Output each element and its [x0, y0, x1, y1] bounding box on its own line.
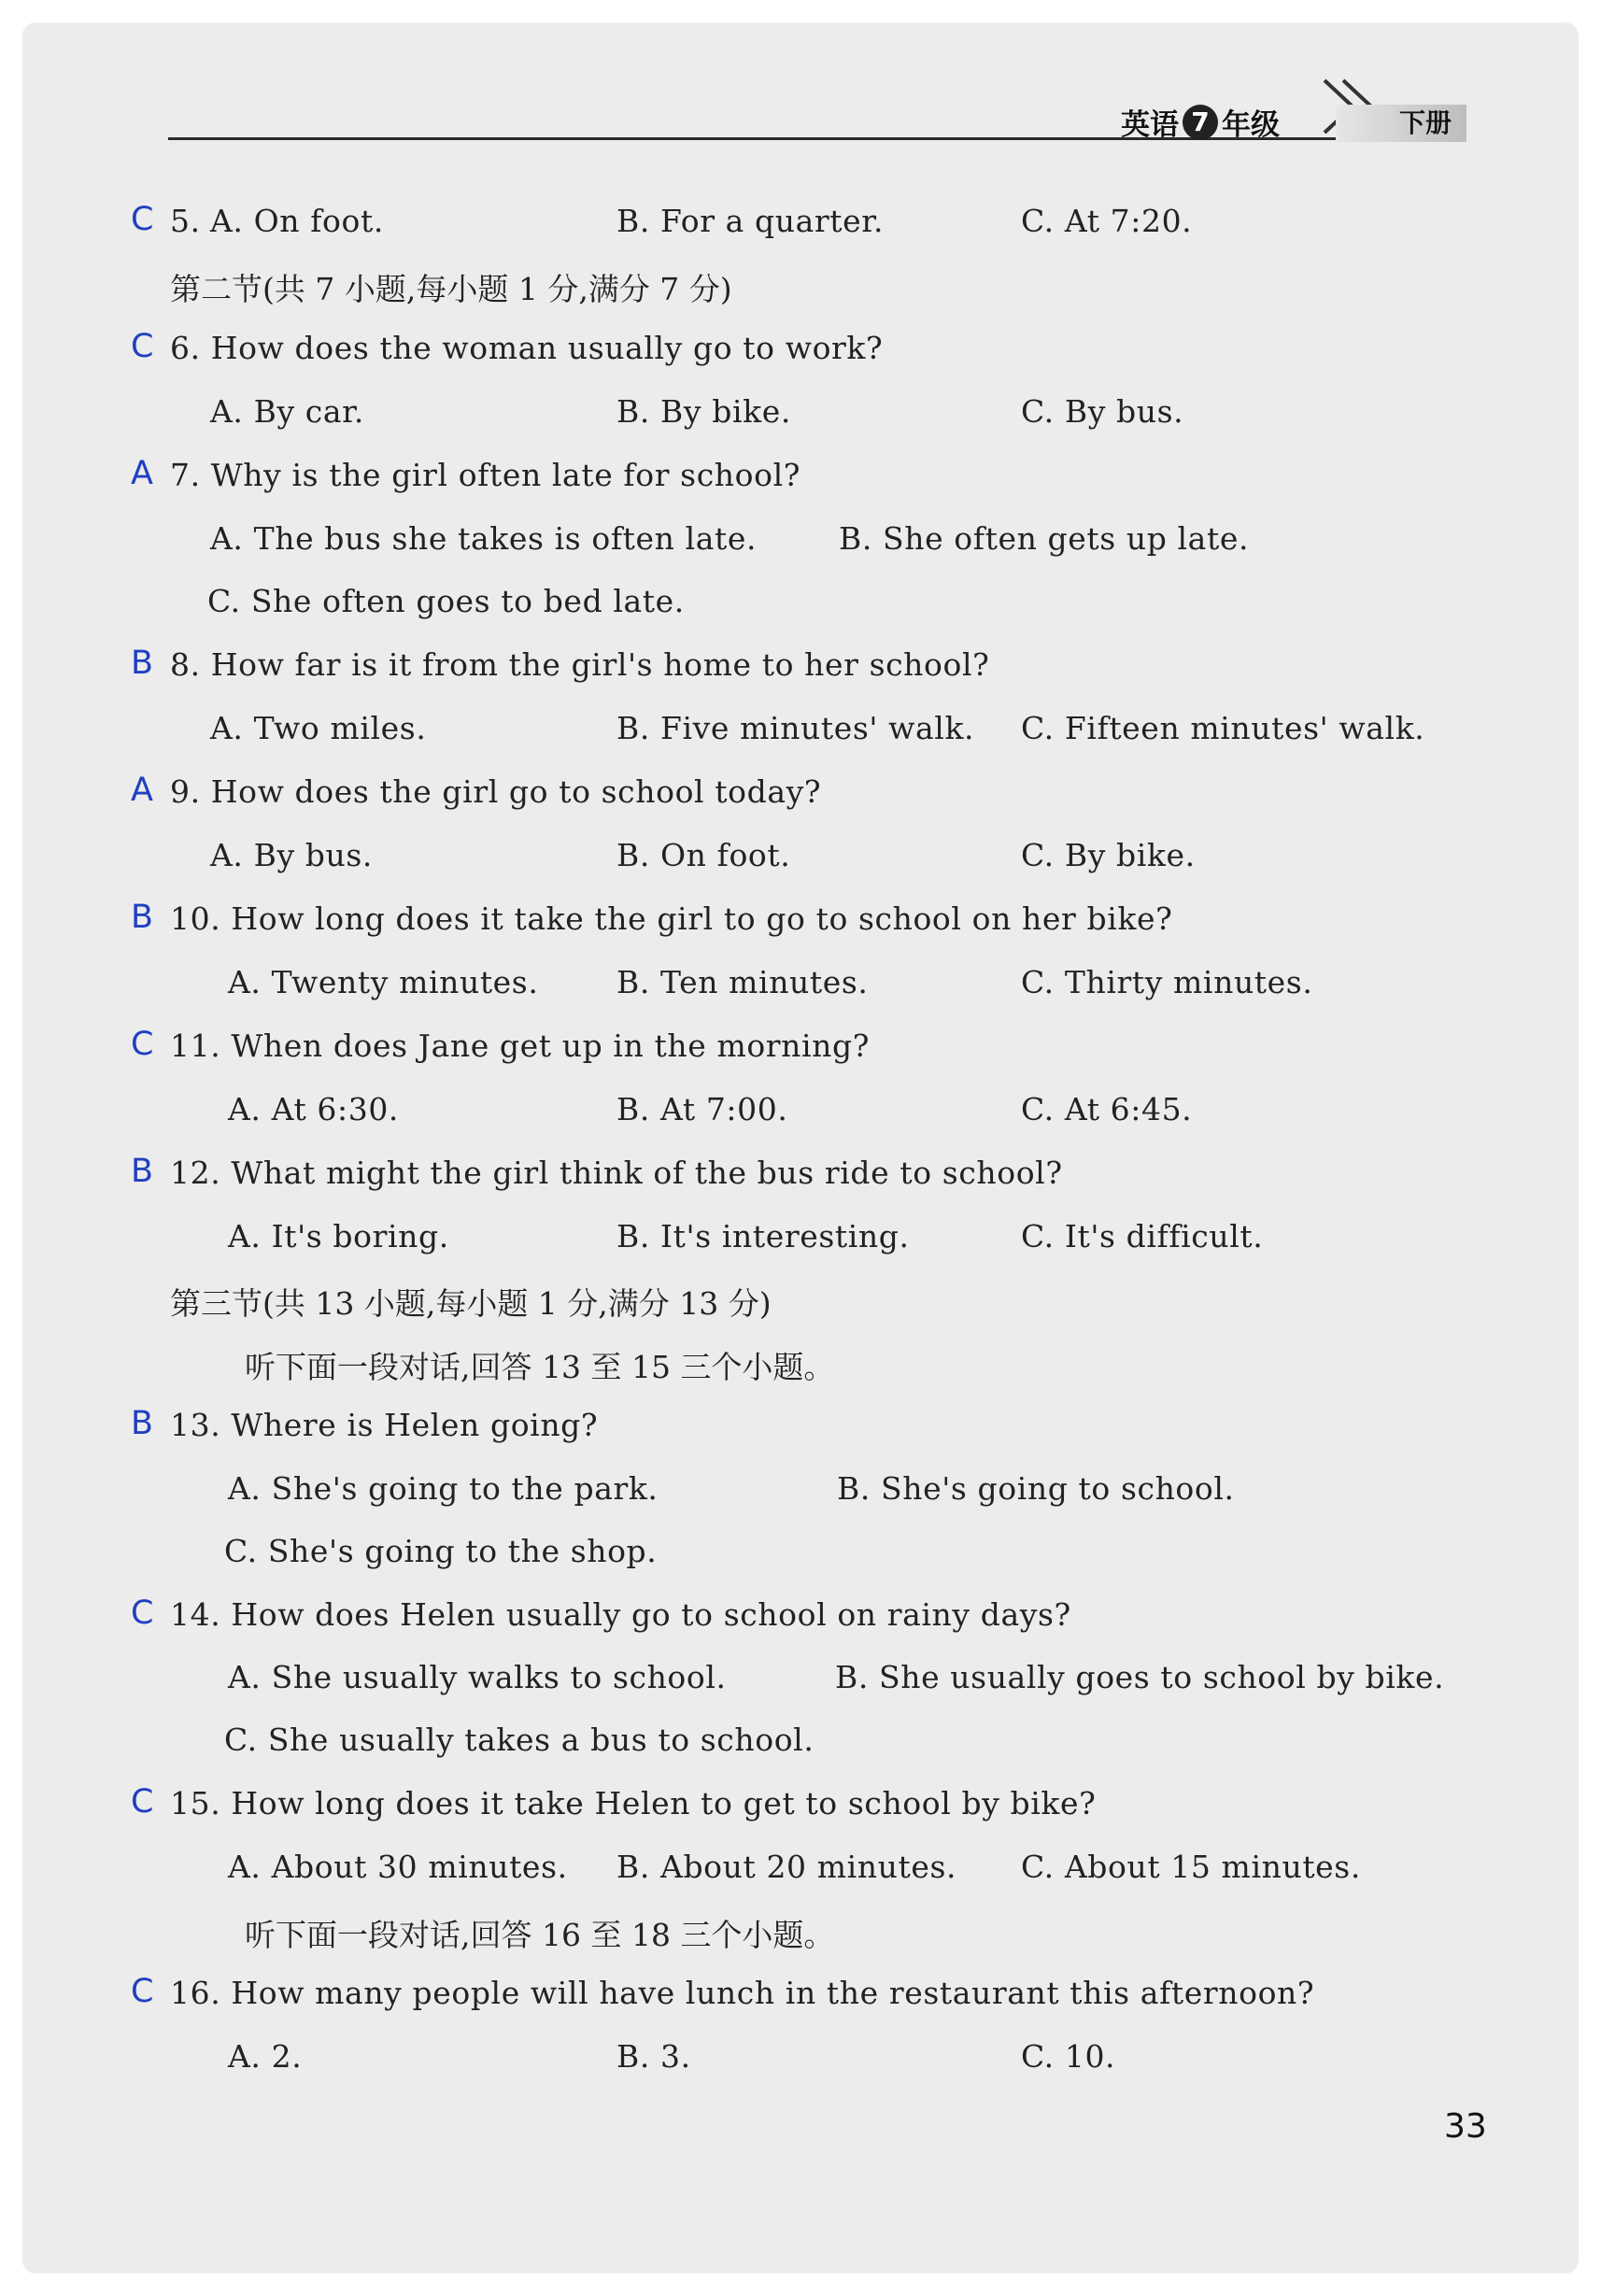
option-c: C. Thirty minutes.: [1021, 964, 1313, 1000]
question-stem: 14. How does Helen usually go to school on rainy days?: [170, 1596, 1071, 1633]
option-a: A. She usually walks to school.: [228, 1659, 727, 1695]
answer-mark: C: [131, 1783, 154, 1821]
option-a: A. Twenty minutes.: [228, 964, 539, 1000]
grade-suffix-label: 年级: [1222, 108, 1280, 142]
option-a: A. About 30 minutes.: [228, 1849, 568, 1885]
option-c: C. About 15 minutes.: [1021, 1849, 1361, 1885]
section-heading: 第三节(共 13 小题,每小题 1 分,满分 13 分): [170, 1285, 772, 1322]
answer-mark: C: [131, 1026, 154, 1063]
option-c: C. She usually takes a bus to school.: [224, 1722, 815, 1758]
option-a: A. On foot.: [210, 203, 384, 239]
page-number: 33: [1444, 2107, 1487, 2146]
option-b: B. On foot.: [616, 837, 791, 873]
option-c: C. 10.: [1021, 2038, 1116, 2075]
question-stem: 12. What might the girl think of the bus ride to school?: [170, 1155, 1063, 1191]
option-c: C. Fifteen minutes' walk.: [1021, 710, 1425, 746]
option-c: C. By bike.: [1021, 837, 1196, 873]
option-a: A. She's going to the park.: [228, 1470, 659, 1507]
answer-mark: C: [131, 328, 154, 365]
option-b: B. She usually goes to school by bike.: [835, 1659, 1445, 1695]
option-a: A. By bus.: [210, 837, 373, 873]
answer-mark: B: [131, 1153, 154, 1190]
option-b: B. Five minutes' walk.: [616, 710, 975, 746]
question-stem: 13. Where is Helen going?: [170, 1407, 599, 1443]
answer-mark: C: [131, 201, 154, 238]
answer-mark: B: [131, 1405, 154, 1442]
question-stem: 5.: [170, 203, 201, 239]
answer-mark: B: [131, 645, 154, 682]
option-c: C. She's going to the shop.: [224, 1533, 658, 1569]
option-a: A. By car.: [210, 393, 364, 430]
option-c: C. She often goes to bed late.: [207, 583, 685, 619]
option-b: B. By bike.: [616, 393, 791, 430]
option-a: A. Two miles.: [210, 710, 427, 746]
header-title: [1121, 101, 1280, 143]
question-stem: 16. How many people will have lunch in the restaurant this afternoon?: [170, 1975, 1315, 2011]
question-stem: 8. How far is it from the girl's home to her school?: [170, 646, 990, 683]
option-b: B. At 7:00.: [616, 1091, 788, 1127]
answer-mark: A: [131, 455, 153, 492]
question-stem: 7. Why is the girl often late for school?: [170, 457, 801, 493]
question-stem: 15. How long does it take Helen to get to school by bike?: [170, 1785, 1097, 1821]
dialog-instruction: 听下面一段对话,回答 13 至 15 三个小题。: [245, 1349, 835, 1385]
answer-mark: B: [131, 899, 154, 936]
option-a: A. The bus she takes is often late.: [210, 520, 758, 557]
option-b: B. It's interesting.: [616, 1218, 910, 1254]
dialog-instruction: 听下面一段对话,回答 16 至 18 三个小题。: [245, 1917, 835, 1953]
option-c: C. At 7:20.: [1021, 203, 1193, 239]
option-c: C. At 6:45.: [1021, 1091, 1193, 1127]
question-stem: 9. How does the girl go to school today?: [170, 773, 822, 810]
answer-mark: A: [131, 772, 153, 809]
option-b: B. She's going to school.: [837, 1470, 1235, 1507]
question-stem: 6. How does the woman usually go to work?: [170, 330, 884, 366]
question-stem: 10. How long does it take the girl to go to school on her bike?: [170, 900, 1173, 937]
option-b: B. About 20 minutes.: [616, 1849, 957, 1885]
option-b: B. For a quarter.: [616, 203, 885, 239]
option-a: A. 2.: [228, 2038, 303, 2075]
volume-label: 下册: [1336, 105, 1466, 142]
section-heading: 第二节(共 7 小题,每小题 1 分,满分 7 分): [170, 271, 732, 307]
answer-mark: C: [131, 1594, 154, 1632]
grade-number-badge: 7: [1183, 105, 1218, 140]
question-stem: 11. When does Jane get up in the morning?: [170, 1028, 871, 1064]
option-b: B. 3.: [616, 2038, 691, 2075]
option-c: C. It's difficult.: [1021, 1218, 1264, 1254]
subject-label: 英语: [1121, 108, 1179, 142]
option-a: A. It's boring.: [228, 1218, 449, 1254]
option-b: B. She often gets up late.: [839, 520, 1250, 557]
option-b: B. Ten minutes.: [616, 964, 869, 1000]
answer-mark: C: [131, 1973, 154, 2010]
option-c: C. By bus.: [1021, 393, 1184, 430]
option-a: A. At 6:30.: [228, 1091, 400, 1127]
